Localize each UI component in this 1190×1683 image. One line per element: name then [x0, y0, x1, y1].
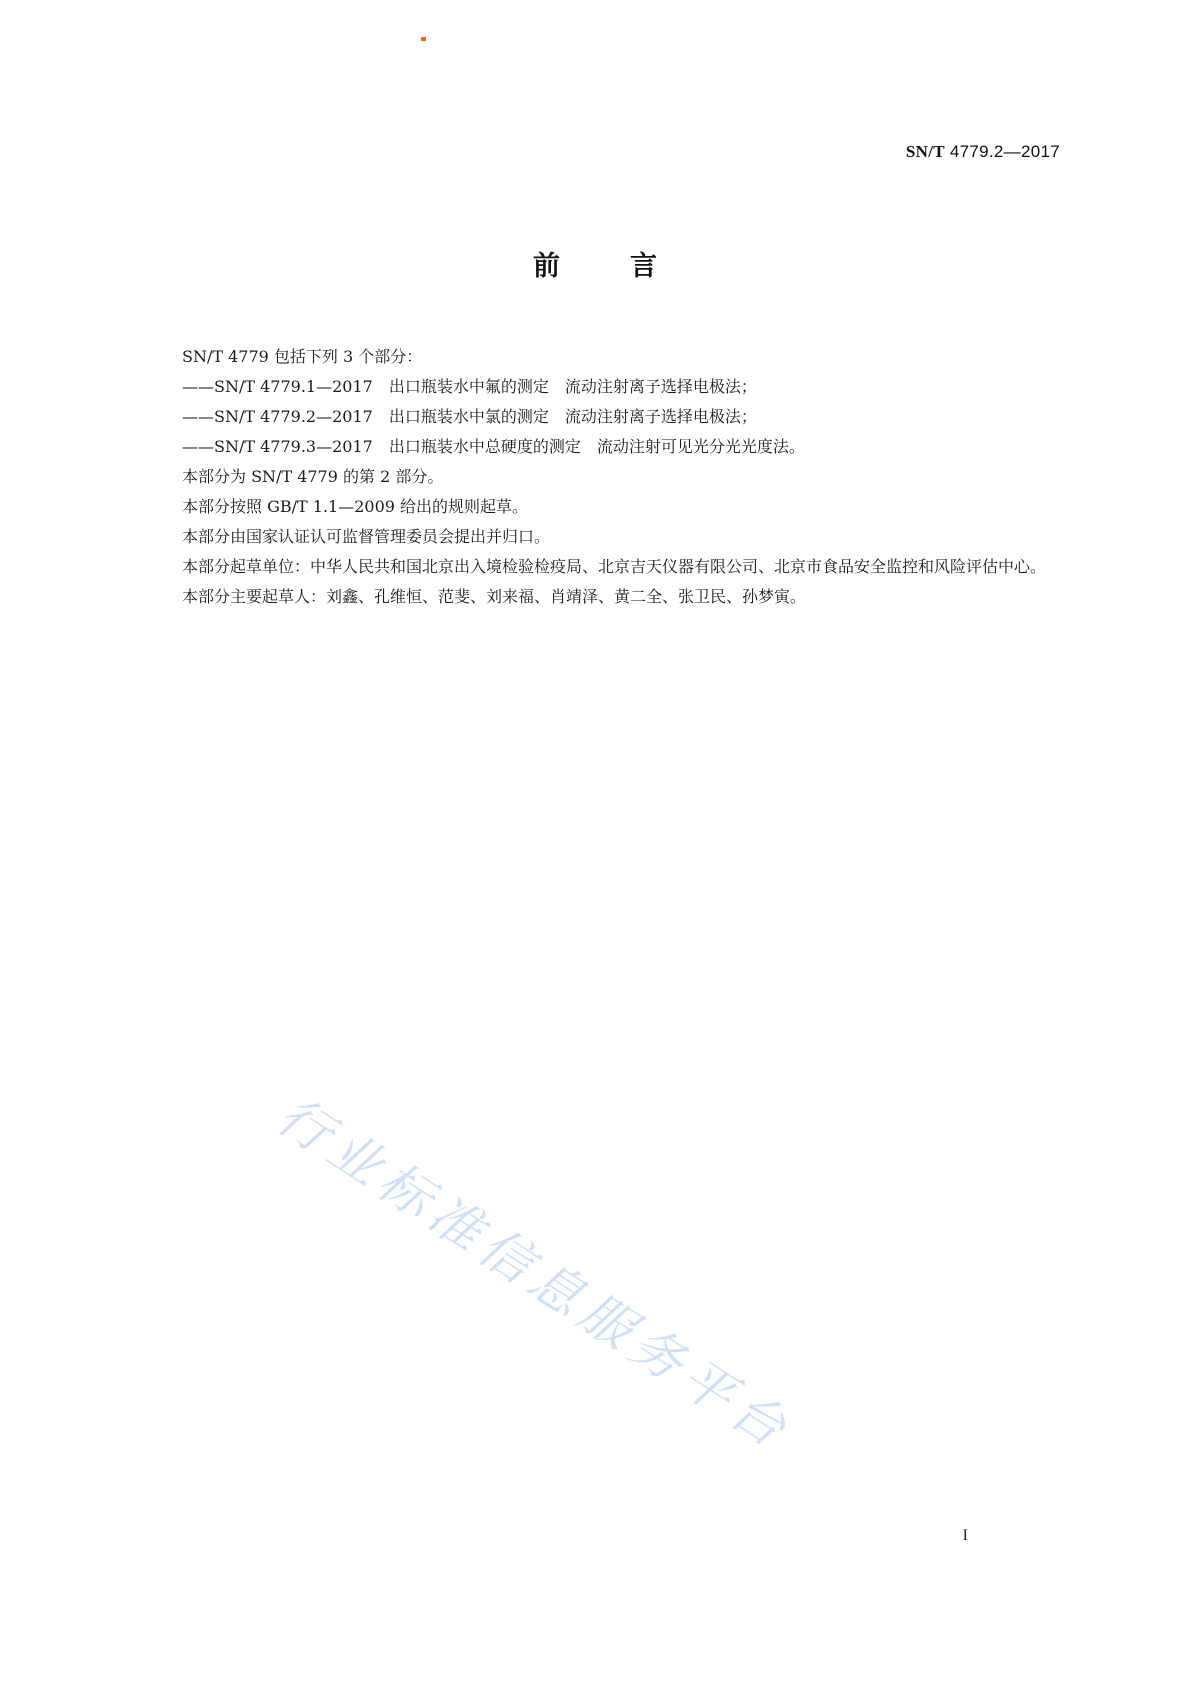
foreword-body [140, 342, 1062, 612]
drafting-units-statement: 本部分起草单位：中华人民共和国北京出入境检验检疫局、北京吉天仪器有限公司、北京市食品安全监控和风险评估中心。 [182, 557, 1047, 576]
page-number: I [962, 1527, 968, 1544]
standard-prefix: SN/T [905, 142, 945, 161]
intro-paragraph: SN/T 4779 包括下列 3 个部分： [182, 347, 423, 366]
standard-code: 4779.2—2017 [944, 142, 1060, 161]
part-list-item: ——SN/T 4779.3—2017 出口瓶装水中总硬度的测定 流动注射可见光分光光度法。 [182, 437, 805, 456]
rules-statement: 本部分按照 GB/T 1.1—2009 给出的规则起草。 [182, 497, 529, 516]
watermark: 行业标准信息服务平台 [266, 1085, 803, 1464]
part-list-item: ——SN/T 4779.2—2017 出口瓶装水中氯的测定 流动注射离子选择电极法； [182, 407, 757, 426]
part-list-item: ——SN/T 4779.1—2017 出口瓶装水中氟的测定 流动注射离子选择电极法； [182, 377, 757, 396]
proposer-statement: 本部分由国家认证认可监督管理委员会提出并归口。 [182, 527, 551, 546]
drafters-statement: 本部分主要起草人：刘鑫、孔维恒、范斐、刘来福、肖靖泽、黄二全、张卫民、孙梦寅。 [182, 587, 807, 606]
part-statement: 本部分为 SN/T 4779 的第 2 部分。 [182, 467, 444, 486]
page-title: 前言 [533, 251, 727, 282]
corner-mark [421, 37, 426, 41]
standard-number [906, 142, 1060, 162]
